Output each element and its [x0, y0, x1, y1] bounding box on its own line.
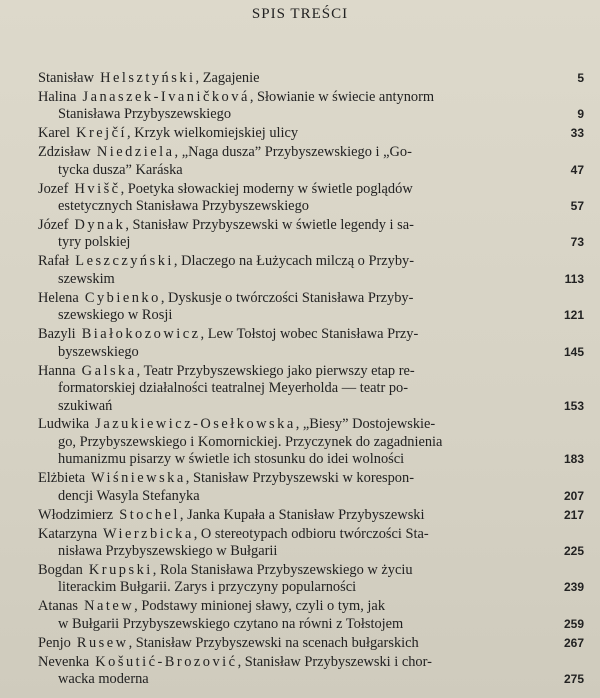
author-first-name: Halina: [38, 88, 77, 105]
toc-entry: [38, 416, 584, 469]
author-first-name: Atanas: [38, 598, 78, 615]
entry-title-text: literackim Bułgarii. Zarys i przyczyny popularności: [58, 579, 357, 596]
entry-continuation-line: [38, 579, 584, 597]
entry-author: [38, 635, 129, 651]
entry-page-number: 267: [563, 635, 584, 650]
entry-first-line: [38, 70, 584, 88]
entry-title-text: go, Przybyszewskiego i Komornickiej. Przyczynek do zagadnienia: [58, 433, 443, 450]
author-last-name: Rusew: [76, 634, 129, 651]
author-last-name: Natew: [84, 598, 135, 615]
toc-entry: [38, 70, 584, 88]
entry-title-text: , Janka Kupała a Stanisław Przybyszewski: [179, 506, 425, 523]
toc-entry: [38, 253, 584, 288]
entry-title-text: , Poetyka słowackiej moderny w świetle poglądów: [120, 180, 413, 197]
entry-continuation-line: [38, 271, 584, 289]
entry-page-number: 239: [563, 580, 584, 595]
entry-first-line: [38, 290, 584, 308]
author-last-name: Cybienko: [84, 289, 161, 306]
author-last-name: Helsztyński: [100, 70, 196, 86]
toc-entry: [38, 654, 584, 689]
entry-first-line: [38, 125, 584, 143]
entry-author: [38, 507, 180, 523]
entry-page-number: 33: [570, 126, 584, 141]
entry-title-text: , Dyskusje o twórczości Stanisława Przyby-: [160, 289, 414, 306]
author-first-name: Stanisław: [38, 70, 94, 86]
entry-page-number: 207: [563, 488, 584, 503]
entry-title-text: szewskiego w Rosji: [58, 307, 173, 324]
author-last-name: Leszczyński: [75, 253, 174, 270]
author-first-name: Penjo: [38, 634, 71, 651]
entry-first-line: [38, 217, 584, 235]
author-last-name: Niedziela: [96, 144, 175, 161]
toc-entry: [38, 181, 584, 216]
entry-continuation-line: [38, 488, 584, 506]
entry-title-text: , Stanisław Przybyszewski i chor-: [237, 653, 432, 670]
author-last-name: Białokozowicz: [81, 326, 201, 343]
author-last-name: Jazukiewicz-Osełkowska: [95, 416, 296, 433]
author-first-name: Bazyli: [38, 326, 76, 343]
entry-author: [38, 70, 196, 86]
toc-entry: [38, 290, 584, 325]
entry-first-line: [38, 89, 584, 107]
author-last-name: Wiśniewska: [91, 470, 186, 487]
entry-title-text: formatorskiej działalności teatralnej Meyerholda — teatr po-: [58, 380, 409, 397]
toc-entry: [38, 217, 584, 252]
entry-continuation-line: [38, 106, 584, 124]
entry-title-text: tycka dusza” Karáska: [58, 161, 183, 178]
entry-title-text: , „Naga dusza” Przybyszewskiego i „Go-: [174, 144, 412, 161]
toc-entry: [38, 470, 584, 505]
toc-entry: [38, 144, 584, 179]
entry-title-text: , „Biesy” Dostojewskie-: [295, 416, 436, 433]
entry-page-number: 9: [577, 107, 584, 122]
toc-entry: [38, 562, 584, 597]
author-first-name: Nevenka: [38, 653, 90, 670]
author-last-name: Dynak: [74, 216, 126, 233]
author-last-name: Krupski: [88, 561, 153, 578]
entry-continuation-line: [38, 434, 584, 452]
entry-continuation-line: [38, 671, 584, 689]
entry-author: [38, 363, 137, 379]
entry-first-line: [38, 654, 584, 672]
toc-entry: [38, 326, 584, 361]
author-first-name: Zdzisław: [38, 144, 91, 161]
author-first-name: Bogdan: [38, 561, 83, 578]
author-first-name: Józef: [38, 216, 69, 233]
entry-page-number: 47: [570, 162, 584, 177]
entry-title-text: humanizmu pisarzy w świetle ich stosunku do idei wolności: [58, 451, 405, 468]
entry-continuation-line: [38, 616, 584, 634]
entry-title-text: estetycznych Stanisława Przybyszewskiego: [58, 198, 309, 215]
entry-continuation-line: [38, 543, 584, 561]
entry-page-number: 113: [564, 271, 584, 286]
entry-page-number: 275: [563, 672, 584, 687]
entry-page-number: 5: [577, 71, 584, 85]
author-last-name: Janaszek-Ivaničková: [82, 88, 250, 105]
entry-author: [38, 290, 161, 306]
entry-author: [38, 326, 201, 342]
author-first-name: Elżbieta: [38, 470, 86, 487]
author-last-name: Galska: [81, 362, 137, 379]
entry-first-line: [38, 526, 584, 544]
entry-page-number: 153: [563, 398, 584, 413]
entry-author: [38, 416, 296, 432]
author-last-name: Košutić-Brozović: [95, 653, 238, 670]
entry-page-number: 57: [570, 199, 584, 214]
entry-author: [38, 89, 250, 105]
author-first-name: Rafał: [38, 253, 70, 270]
entry-first-line: [38, 507, 584, 525]
entry-first-line: [38, 562, 584, 580]
table-of-contents: [38, 70, 584, 690]
author-first-name: Hanna: [38, 362, 76, 379]
entry-title-text: dencji Wasyla Stefanyka: [58, 487, 200, 504]
entry-page-number: 145: [563, 344, 584, 359]
entry-title-text: , Stanisław Przybyszewski na scenach bułgarskich: [128, 634, 419, 651]
entry-page-number: 217: [563, 507, 584, 522]
entry-author: [38, 181, 121, 197]
entry-first-line: [38, 363, 584, 381]
entry-first-line: [38, 598, 584, 616]
entry-continuation-line: [38, 198, 584, 216]
toc-entry: [38, 507, 584, 525]
entry-continuation-line: [38, 307, 584, 325]
entry-continuation-line: [38, 234, 584, 252]
entry-first-line: [38, 635, 584, 653]
entry-title-text: , Stanisław Przybyszewski w korespon-: [185, 470, 414, 487]
entry-first-line: [38, 416, 584, 434]
toc-entry: [38, 598, 584, 633]
entry-title-text: , Zagajenie: [195, 70, 260, 86]
entry-page-number: 121: [563, 308, 584, 323]
entry-continuation-line: [38, 451, 584, 469]
entry-author: [38, 470, 186, 486]
author-first-name: Jozef: [38, 180, 69, 197]
entry-title-text: , Podstawy minionej sławy, czyli o tym, jak: [134, 598, 386, 615]
entry-author: [38, 562, 153, 578]
author-first-name: Katarzyna: [38, 525, 98, 542]
entry-title-text: , Krzyk wielkomiejskiej ulicy: [127, 125, 299, 142]
entry-title-text: , Lew Tołstoj wobec Stanisława Przy-: [200, 326, 419, 343]
entry-author: [38, 144, 175, 160]
toc-entry: [38, 363, 584, 416]
entry-page-number: 183: [563, 452, 584, 467]
entry-author: [38, 598, 134, 614]
author-last-name: Wierzbicka: [102, 525, 194, 542]
entry-author: [38, 253, 174, 269]
toc-entry: [38, 125, 584, 143]
entry-continuation-line: [38, 344, 584, 362]
entry-title-text: wacka moderna: [58, 671, 149, 688]
author-first-name: Helena: [38, 289, 79, 306]
entry-continuation-line: [38, 398, 584, 416]
entry-title-text: , Teatr Przybyszewskiego jako pierwszy etap re-: [136, 362, 415, 379]
entry-title-text: tyry polskiej: [58, 234, 131, 251]
author-first-name: Karel: [38, 125, 70, 142]
entry-first-line: [38, 253, 584, 271]
entry-first-line: [38, 470, 584, 488]
entry-title-text: , Rola Stanisława Przybyszewskiego w życiu: [152, 561, 413, 578]
author-last-name: Hvišč: [74, 180, 121, 197]
entry-continuation-line: [38, 380, 584, 398]
entry-first-line: [38, 144, 584, 162]
entry-continuation-line: [38, 162, 584, 180]
entry-author: [38, 526, 194, 542]
entry-title-text: w Bułgarii Przybyszewskiego czytano na równi z Tołstojem: [58, 615, 404, 632]
entry-first-line: [38, 181, 584, 199]
toc-entry: [38, 526, 584, 561]
author-last-name: Krejčí: [76, 125, 128, 142]
entry-title-text: szewskim: [58, 270, 115, 287]
author-first-name: Włodzimierz: [38, 506, 114, 523]
author-first-name: Ludwika: [38, 416, 90, 433]
entry-page-number: 259: [563, 616, 584, 631]
entry-title-text: Stanisława Przybyszewskiego: [58, 106, 232, 123]
entry-author: [38, 217, 125, 233]
entry-title-text: nisława Przybyszewskiego w Bułgarii: [58, 543, 278, 560]
entry-title-text: , Dlaczego na Łużycach milczą o Przyby-: [173, 253, 415, 270]
entry-author: [38, 125, 127, 141]
entry-author: [38, 654, 238, 670]
entry-title-text: szukiwań: [58, 397, 113, 414]
toc-entry: [38, 635, 584, 653]
entry-title-text: , Słowianie w świecie antynorm: [249, 88, 435, 105]
toc-entry: [38, 89, 584, 124]
author-last-name: Stochel: [119, 506, 180, 523]
entry-page-number: 73: [570, 235, 584, 250]
page-title: SPIS TREŚCI: [251, 6, 349, 22]
entry-title-text: , Stanisław Przybyszewski w świetle legendy i sa-: [125, 216, 414, 233]
entry-title-text: , O stereotypach odbioru twórczości Sta-: [193, 525, 429, 542]
entry-title-text: byszewskiego: [58, 343, 139, 360]
entry-first-line: [38, 326, 584, 344]
entry-page-number: 225: [563, 544, 584, 559]
